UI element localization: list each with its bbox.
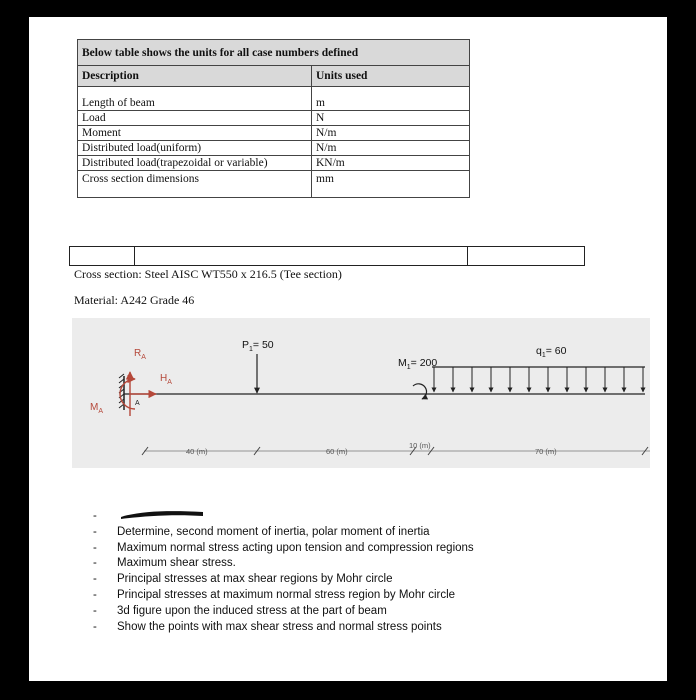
document-page bbox=[29, 17, 667, 681]
dimension-line bbox=[142, 447, 650, 455]
table-row bbox=[78, 156, 470, 171]
beam-diagram bbox=[72, 318, 650, 468]
list-item: - Maximum normal stress acting upon tension and compression regions bbox=[93, 541, 474, 554]
ha-label: $H_A$ bbox=[160, 373, 172, 386]
table-row bbox=[78, 96, 470, 111]
list-item: - Principal stresses at maximum normal stress region by Mohr circle bbox=[93, 588, 456, 601]
row-description: Distributed load(uniform) bbox=[78, 141, 312, 156]
material-caption: Material: A242 Grade 46 bbox=[74, 293, 195, 307]
dim-label-4: 70 (m) bbox=[535, 447, 557, 456]
ma-label: $M_A$ bbox=[90, 402, 104, 415]
row-unit: N/m bbox=[312, 126, 470, 141]
units-table-title: Below table shows the units for all case numbers defined bbox=[82, 46, 359, 59]
m1-label: $M_1= 200$ bbox=[398, 357, 438, 371]
list-item: - Maximum shear stress. bbox=[93, 557, 236, 570]
ra-label: $R_A$ bbox=[134, 348, 146, 361]
distributed-load-icon bbox=[432, 367, 645, 392]
units-table bbox=[77, 39, 470, 198]
row-description: Load bbox=[78, 111, 312, 126]
list-item: - 3d figure upon the induced stress at the part of beam bbox=[93, 604, 387, 617]
table-row bbox=[78, 171, 470, 188]
dim-label-1: 40 (m) bbox=[186, 447, 208, 456]
row-description: Distributed load(trapezoidal or variable) bbox=[78, 156, 312, 171]
row-description: Cross section dimensions bbox=[78, 171, 312, 188]
dim-label-3: 10 (m) bbox=[409, 441, 431, 450]
q1-label: $q_1= 60$ bbox=[536, 345, 567, 359]
row-unit: mm bbox=[316, 173, 334, 185]
row-unit: N/m bbox=[312, 141, 470, 156]
dim-label-2: 60 (m) bbox=[326, 447, 348, 456]
p1-label: $P_1= 50$ bbox=[242, 339, 274, 353]
empty-table bbox=[69, 246, 585, 266]
m1-moment-icon bbox=[413, 384, 427, 399]
list-item: - Principal stresses at max shear regions by Mohr circle bbox=[93, 573, 393, 586]
row-unit: KN/m bbox=[312, 156, 470, 171]
row-unit: N bbox=[312, 111, 470, 126]
task-list bbox=[93, 509, 474, 635]
list-item: - bbox=[93, 510, 97, 522]
table-row bbox=[78, 141, 470, 156]
list-item: - Show the points with max shear stress and normal stress points bbox=[93, 620, 442, 633]
units-header: Units used bbox=[312, 66, 470, 87]
a-label: A bbox=[135, 400, 140, 407]
row-description: Length of beam bbox=[78, 96, 312, 111]
row-description: Moment bbox=[78, 126, 312, 141]
list-item: - Determine, second moment of inertia, polar moment of inertia bbox=[93, 525, 430, 538]
row-unit: m bbox=[312, 96, 470, 111]
description-header: Description bbox=[78, 66, 312, 87]
table-row bbox=[78, 126, 470, 141]
table-row bbox=[78, 111, 470, 126]
cross-section-caption: Cross section: Steel AISC WT550 x 216.5 (Tee section) bbox=[74, 267, 342, 281]
